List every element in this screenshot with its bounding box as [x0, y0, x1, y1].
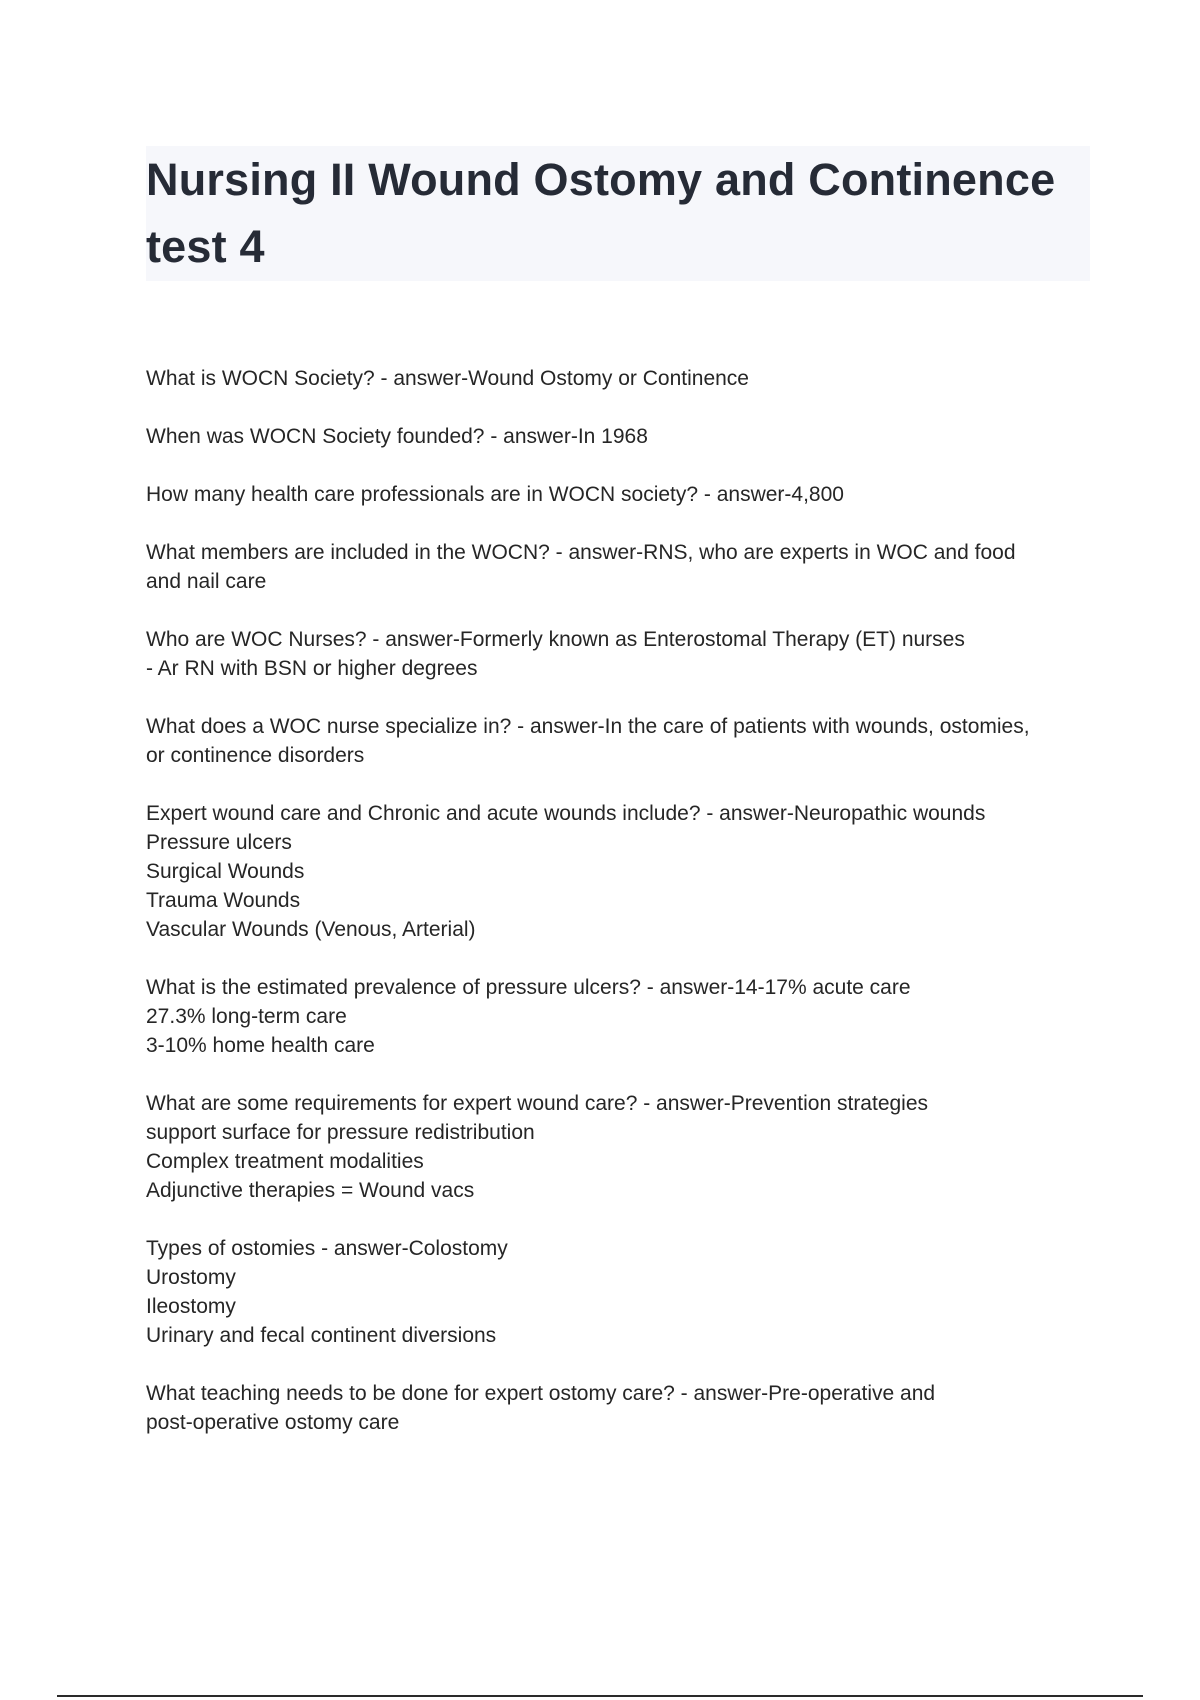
qa-item: When was WOCN Society founded? - answer-In 1968	[146, 425, 648, 448]
qa-item: What are some requirements for expert wound care? - answer-Prevention strategies support surface for pressure redistribution Complex treatment modalities Adjunctive therapies = Wound vacs	[146, 1092, 929, 1202]
qa-item: What teaching needs to be done for expert ostomy care? - answer-Pre-operative and post-operative ostomy care	[146, 1382, 936, 1434]
title-block	[146, 146, 1090, 281]
qa-list	[146, 364, 1096, 1466]
qa-item: Expert wound care and Chronic and acute wounds include? - answer-Neuropathic wounds Pressure ulcers Surgical Wounds Trauma Wounds Vascular Wounds (Venous, Arterial)	[146, 802, 986, 941]
qa-item: Who are WOC Nurses? - answer-Formerly known as Enterostomal Therapy (ET) nurses - Ar RN with BSN or higher degrees	[146, 628, 965, 680]
qa-item: What is WOCN Society? - answer-Wound Ostomy or Continence	[146, 367, 749, 390]
qa-item: What is the estimated prevalence of pressure ulcers? - answer-14-17% acute care 27.3% long-term care 3-10% home health care	[146, 976, 911, 1057]
qa-item: What members are included in the WOCN? - answer-RNS, who are experts in WOC and food and nail care	[146, 541, 1016, 593]
qa-item: What does a WOC nurse specialize in? - answer-In the care of patients with wounds, ostomies, or continence disorders	[146, 715, 1030, 767]
qa-item: How many health care professionals are in WOCN society? - answer-4,800	[146, 483, 844, 506]
footer-divider	[57, 1695, 1143, 1697]
qa-item: Types of ostomies - answer-Colostomy Urostomy Ileostomy Urinary and fecal continent diversions	[146, 1237, 508, 1347]
page-title: Nursing II Wound Ostomy and Continence test 4	[146, 154, 1056, 272]
